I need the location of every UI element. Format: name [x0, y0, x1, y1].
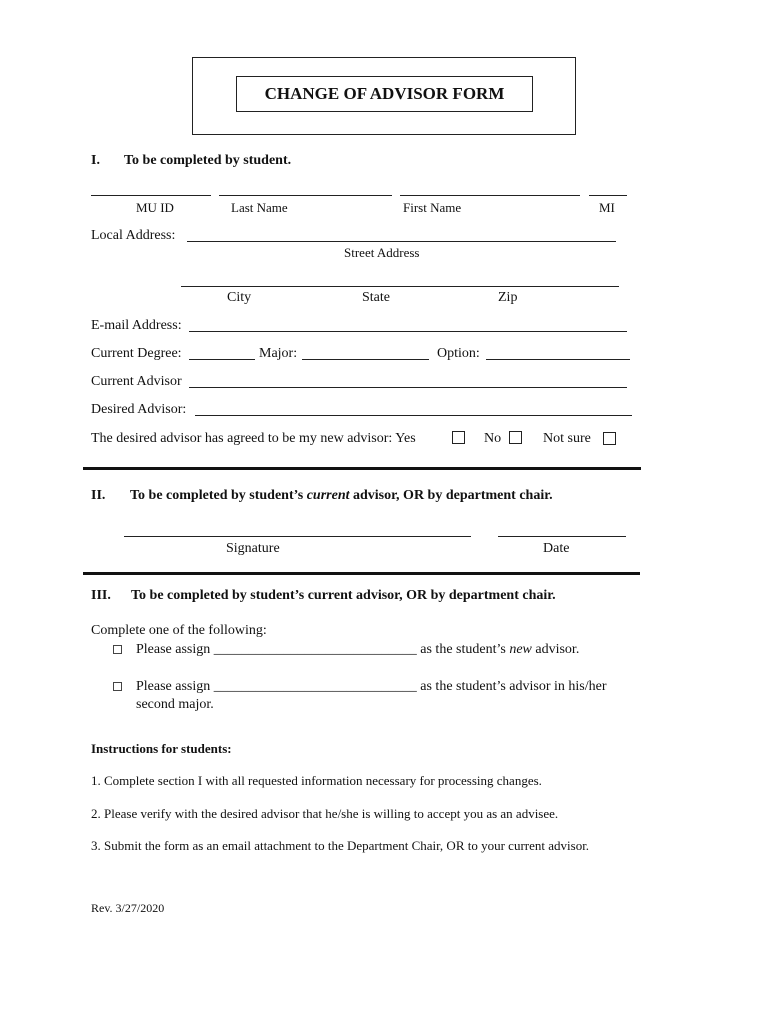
not-sure-label: Not sure: [543, 431, 591, 446]
street-address-field[interactable]: [187, 241, 616, 242]
section2-heading-pre: To be completed by student’s: [130, 488, 304, 503]
no-checkbox[interactable]: [509, 431, 522, 444]
option2-post: as the student’s advisor in his/her: [420, 679, 607, 694]
current-degree-label: Current Degree:: [91, 346, 182, 361]
section2-number: II.: [91, 488, 106, 503]
first-name-field[interactable]: [400, 195, 580, 196]
last-name-label: Last Name: [231, 200, 288, 215]
city-state-zip-field[interactable]: [181, 286, 619, 287]
yes-checkbox[interactable]: [452, 431, 465, 444]
instruction-item: 1. Complete section I with all requested information necessary for processing changes.: [91, 773, 542, 788]
zip-label: Zip: [498, 290, 518, 305]
option2-checkbox[interactable]: [113, 682, 122, 691]
option1-checkbox[interactable]: [113, 645, 122, 654]
signature-label: Signature: [226, 541, 280, 556]
section2-heading: [130, 488, 553, 504]
current-advisor-label: Current Advisor: [91, 374, 182, 389]
mu-id-field[interactable]: [91, 195, 211, 196]
revision-date: Rev. 3/27/2020: [91, 901, 165, 915]
first-name-label: First Name: [403, 200, 462, 215]
street-address-label: Street Address: [344, 245, 420, 260]
desired-advisor-field[interactable]: [195, 415, 632, 416]
option1-end: advisor.: [535, 642, 580, 657]
option1-post: as the student’s: [420, 642, 506, 657]
option1-blank[interactable]: _____________________________: [213, 642, 417, 657]
section3-intro: Complete one of the following:: [91, 623, 267, 638]
mu-id-label: MU ID: [136, 200, 174, 215]
state-label: State: [362, 290, 390, 305]
mi-label: MI: [599, 200, 615, 215]
section3-number: III.: [91, 588, 111, 603]
major-label: Major:: [259, 346, 298, 361]
local-address-label: Local Address:: [91, 228, 176, 243]
instruction-item: 2. Please verify with the desired advisor that he/she is willing to accept you as an advisee.: [91, 806, 559, 821]
section3-heading: To be completed by student’s current advisor, OR by department chair.: [131, 588, 556, 603]
option-field[interactable]: [486, 359, 630, 360]
instructions-heading: Instructions for students:: [91, 741, 232, 756]
section2-heading-italic: current: [306, 488, 350, 503]
current-advisor-field[interactable]: [189, 387, 627, 388]
option2-line2: second major.: [136, 697, 214, 712]
option2-pre: Please assign: [136, 679, 211, 694]
date-label: Date: [543, 541, 570, 556]
option2-text: [136, 679, 607, 695]
option-label: Option:: [437, 346, 480, 361]
mi-field[interactable]: [589, 195, 627, 196]
option1-pre: Please assign: [136, 642, 211, 657]
option1-italic: new: [509, 642, 532, 657]
agreement-text: The desired advisor has agreed to be my new advisor: Yes: [91, 431, 416, 446]
option2-blank[interactable]: _____________________________: [213, 679, 417, 694]
date-field[interactable]: [498, 536, 626, 537]
instruction-item: 3. Submit the form as an email attachment to the Department Chair, OR to your current advisor.: [91, 838, 590, 853]
email-field[interactable]: [189, 331, 627, 332]
page-title: CHANGE OF ADVISOR FORM: [264, 84, 505, 103]
no-label: No: [484, 431, 502, 446]
current-degree-field[interactable]: [189, 359, 255, 360]
email-label: E-mail Address:: [91, 318, 182, 333]
option1-text: [136, 642, 579, 658]
section-divider: [83, 467, 641, 470]
section-divider: [83, 572, 640, 575]
not-sure-checkbox[interactable]: [603, 432, 616, 445]
section1-heading: To be completed by student.: [124, 153, 292, 168]
signature-field[interactable]: [124, 536, 471, 537]
city-label: City: [227, 290, 252, 305]
major-field[interactable]: [302, 359, 429, 360]
section2-heading-post: advisor, OR by department chair.: [353, 488, 553, 503]
last-name-field[interactable]: [219, 195, 392, 196]
section1-number: I.: [91, 153, 100, 168]
desired-advisor-label: Desired Advisor:: [91, 402, 187, 417]
